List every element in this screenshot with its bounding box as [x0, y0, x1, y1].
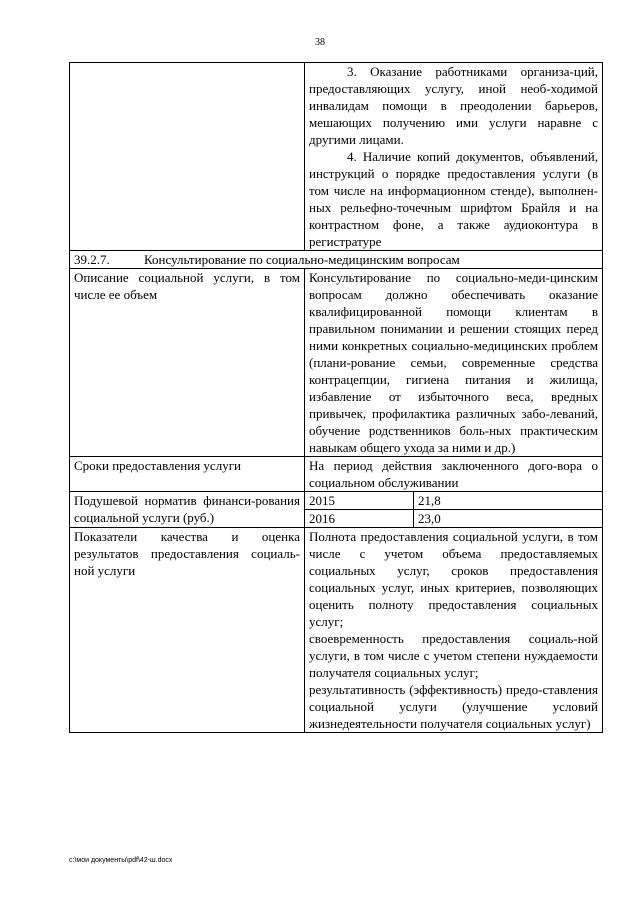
section-title: Консультирование по социально-медицинским вопросам	[144, 252, 460, 267]
section-number: 39.2.7.	[74, 252, 110, 267]
financing-row	[305, 492, 602, 510]
quality-label: Показатели качества и оценка результатов предоставления социаль-ной услуги	[70, 528, 305, 733]
page-number: 38	[315, 37, 325, 48]
item-4-text: 4. Наличие копий документов, объявлений, инструкций о порядке предоставления услуги (в том числе на информационном стенде), выполнен-ных рельефно-точечным шрифтом Брайля и на контрастном фоне, а также аудиоконтура в регистратуре	[309, 149, 598, 249]
financing-amount: 21,8	[414, 492, 603, 510]
financing-year: 2016	[305, 510, 414, 528]
terms-label: Сроки предоставления услуги	[70, 457, 305, 492]
financing-table	[305, 492, 602, 527]
description-label: Описание социальной услуги, в том числе ее объем	[70, 269, 305, 457]
table-row	[70, 492, 603, 528]
table-row	[70, 528, 603, 733]
quality-value	[305, 528, 603, 733]
section-header-row	[70, 251, 603, 269]
table-row	[70, 457, 603, 492]
financing-row	[305, 510, 602, 528]
quality-item: Полнота предоставления социальной услуги, в том числе с учетом объема предоставляемых социальных услуг, сроков предоставления социальных услуг, иных критериев, позволяющих оценить полноту предоставления социальных услуг;	[309, 529, 598, 629]
financing-amount: 23,0	[414, 510, 603, 528]
quality-item: своевременность предоставления социаль-ной услуги, в том числе с учетом степени нуждаемости получателя социальных услуг;	[309, 631, 598, 680]
financing-label: Подушевой норматив финанси-рования социальной услуги (руб.)	[70, 492, 305, 528]
accessibility-cell	[305, 63, 603, 251]
quality-item: результативность (эффективность) предо-ставления социальной услуги (улучшение условий жизнедеятельности получателя социальных услуг)	[309, 682, 598, 731]
description-value: Консультирование по социально-меди-цинским вопросам должно обеспечивать оказание квалифицированной помощи клиентам в правильном понимании и решении стоящих перед ними конкретных социально-медицинских проблем (плани-рование семьи, современные средства контрацепции, гигиена питания и жилища, избавление от избыточного веса, вредных привычек, профилактика различных забо-леваний, обучение родственников боль-ных практическим навыкам общего ухода за ними и др.)	[305, 269, 603, 457]
table-row	[70, 269, 603, 457]
section-header	[70, 251, 603, 269]
table-row	[70, 63, 603, 251]
footer-file-path: c:\мои документы\pdf\42-ш.docx	[69, 857, 173, 864]
empty-cell	[70, 63, 305, 251]
item-3-text: 3. Оказание работниками организа-ций, предоставляющих услугу, иной необ-ходимой инвалидам помощи в преодолении барьеров, мешающих получению ими услуги наравне с другими лицами.	[309, 64, 598, 147]
financing-values	[305, 492, 603, 528]
service-table	[69, 62, 603, 733]
terms-value: На период действия заключенного дого-вора о социальном обслуживании	[305, 457, 603, 492]
financing-year: 2015	[309, 493, 335, 508]
